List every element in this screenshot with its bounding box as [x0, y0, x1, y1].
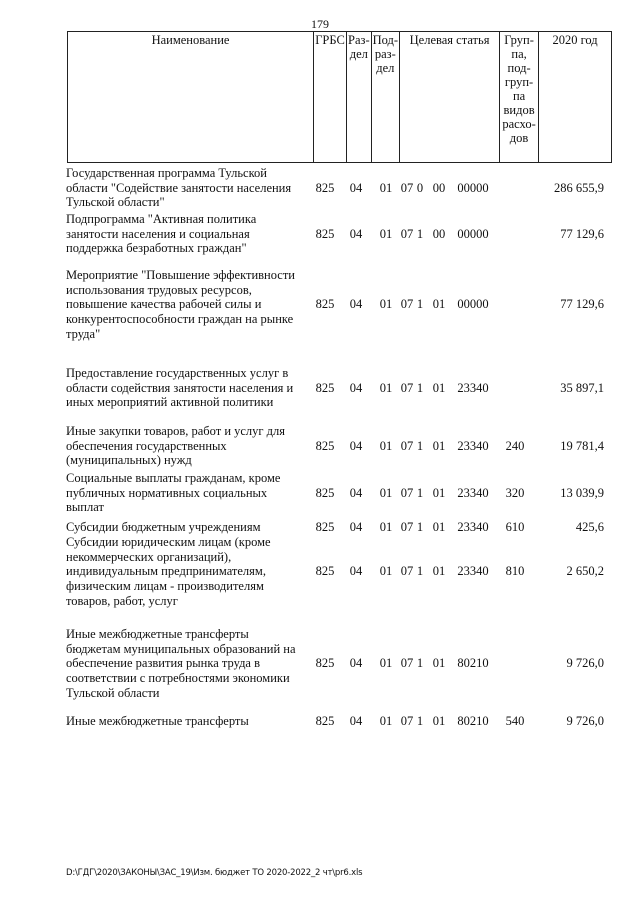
- cell-target-direction: 00000: [457, 226, 489, 241]
- cell-expense-group: 240: [505, 438, 525, 453]
- cell-target-direction: 00000: [457, 297, 489, 312]
- row-name-line: Тульской области: [66, 685, 160, 700]
- row-name: [66, 627, 316, 701]
- cell-amount-2020: 425,6: [575, 520, 604, 534]
- row-name-line: Предоставление государственных услуг в: [66, 366, 289, 380]
- file-path-footer: D:\ГДГ\2020\ЗАКОНЫ\ЗАС_19\Изм. бюджет ТО 2020-2022_2 чт\pr6.xls: [66, 868, 363, 878]
- row-name-line: физическим лицам - производителям: [66, 579, 264, 594]
- row-name: [66, 166, 316, 210]
- row-name: [66, 366, 316, 410]
- cell-target-program: 07: [400, 520, 414, 534]
- row-name-line: Тульской области": [66, 195, 165, 210]
- header-podrazdel: Под- раз- дел: [371, 32, 399, 163]
- cell-grbs: 825: [315, 520, 335, 534]
- cell-target-direction: 23340: [457, 485, 489, 500]
- cell-razdel: 04: [349, 297, 363, 312]
- cell-podrazdel: 01: [379, 520, 393, 534]
- cell-podrazdel: 01: [379, 226, 393, 241]
- row-name: [66, 520, 316, 535]
- header-group: Груп- па, под- груп- па видов расхо- дов: [500, 32, 539, 163]
- cell-amount-2020: 19 781,4: [560, 438, 604, 453]
- cell-grbs: 825: [315, 180, 335, 195]
- row-name: [66, 268, 316, 342]
- row-name-line: выплат: [66, 500, 104, 515]
- cell-target-subprogram: 1: [416, 564, 424, 579]
- cell-grbs: 825: [315, 714, 335, 728]
- cell-target-activity: 01: [432, 485, 446, 500]
- row-name-line: обеспечения государственных: [66, 438, 227, 453]
- cell-target-activity: 01: [432, 656, 446, 671]
- row-name-line: товаров, работ, услуг: [66, 593, 178, 608]
- cell-target-direction: 23340: [457, 520, 489, 534]
- header-razdel: Раз- дел: [347, 32, 372, 163]
- cell-target-subprogram: 1: [416, 520, 424, 534]
- page-number: 179: [311, 17, 329, 31]
- row-name-line: Иные закупки товаров, работ и услуг для: [66, 424, 286, 438]
- row-name-line: поддержка безработных граждан": [66, 241, 247, 256]
- cell-target-direction: 23340: [457, 564, 489, 579]
- cell-podrazdel: 01: [379, 485, 393, 500]
- cell-target-subprogram: 1: [416, 297, 424, 312]
- cell-razdel: 04: [349, 438, 363, 453]
- cell-target-program: 07: [400, 656, 414, 671]
- header-target: Целевая статья: [400, 32, 500, 163]
- cell-grbs: 825: [315, 226, 335, 241]
- cell-target-activity: 01: [432, 438, 446, 453]
- row-name-line: занятости населения и социальная: [66, 226, 250, 241]
- row-name: [66, 424, 316, 468]
- cell-target-program: 07: [400, 485, 414, 500]
- cell-target-subprogram: 1: [416, 714, 424, 728]
- cell-podrazdel: 01: [379, 564, 393, 579]
- cell-target-program: 07: [400, 714, 414, 728]
- cell-amount-2020: 9 726,0: [566, 656, 604, 671]
- row-name-line: публичных нормативных социальных: [66, 485, 268, 500]
- cell-razdel: 04: [349, 226, 363, 241]
- header-name: Наименование: [68, 32, 314, 163]
- cell-target-activity: 01: [432, 520, 446, 534]
- cell-amount-2020: 2 650,2: [566, 564, 604, 579]
- row-name-line: Мероприятие "Повышение эффективности: [66, 268, 295, 282]
- row-name-line: Подпрограмма "Активная политика: [66, 212, 257, 226]
- cell-razdel: 04: [349, 564, 363, 579]
- cell-razdel: 04: [349, 180, 363, 195]
- cell-podrazdel: 01: [379, 438, 393, 453]
- cell-grbs: 825: [315, 438, 335, 453]
- row-name: [66, 714, 316, 729]
- cell-razdel: 04: [349, 485, 363, 500]
- cell-expense-group: 810: [505, 564, 525, 579]
- cell-podrazdel: 01: [379, 656, 393, 671]
- row-name-line: области "Содействие занятости населения: [66, 180, 292, 195]
- cell-target-activity: 01: [432, 564, 446, 579]
- row-name: [66, 471, 316, 515]
- cell-grbs: 825: [315, 485, 335, 500]
- cell-target-subprogram: 1: [416, 656, 424, 671]
- row-name-line: повышение качества рабочей силы и: [66, 297, 262, 312]
- row-name-line: труда": [66, 326, 101, 341]
- cell-target-subprogram: 0: [416, 180, 424, 195]
- cell-target-activity: 01: [432, 297, 446, 312]
- cell-expense-group: 610: [505, 520, 525, 534]
- row-name-line: Субсидии юридическим лицам (кроме: [66, 535, 271, 549]
- cell-target-activity: 00: [432, 226, 446, 241]
- cell-grbs: 825: [315, 380, 335, 395]
- cell-amount-2020: 286 655,9: [554, 180, 604, 195]
- cell-grbs: 825: [315, 656, 335, 671]
- cell-podrazdel: 01: [379, 714, 393, 728]
- cell-amount-2020: 77 129,6: [560, 297, 604, 312]
- row-name-line: иных мероприятий активной политики: [66, 395, 274, 410]
- cell-amount-2020: 9 726,0: [566, 714, 604, 728]
- row-name-line: бюджетам муниципальных образований на: [66, 641, 296, 656]
- row-name-line: использования трудовых ресурсов,: [66, 282, 252, 297]
- cell-razdel: 04: [349, 656, 363, 671]
- cell-target-activity: 01: [432, 714, 446, 728]
- cell-razdel: 04: [349, 714, 363, 728]
- row-name-line: Иные межбюджетные трансферты: [66, 714, 249, 728]
- cell-target-subprogram: 1: [416, 485, 424, 500]
- cell-target-activity: 01: [432, 380, 446, 395]
- cell-amount-2020: 77 129,6: [560, 226, 604, 241]
- cell-target-activity: 00: [432, 180, 446, 195]
- cell-podrazdel: 01: [379, 180, 393, 195]
- header-grbs: ГРБС: [314, 32, 347, 163]
- row-name-line: некоммерческих организаций),: [66, 549, 232, 564]
- cell-razdel: 04: [349, 380, 363, 395]
- row-name-line: (муниципальных) нужд: [66, 453, 192, 468]
- cell-target-direction: 80210: [457, 714, 489, 728]
- row-name-line: области содействия занятости населения и: [66, 380, 294, 395]
- row-name-line: конкурентоспособности граждан на рынке: [66, 312, 294, 327]
- cell-target-program: 07: [400, 226, 414, 241]
- cell-grbs: 825: [315, 297, 335, 312]
- cell-target-subprogram: 1: [416, 438, 424, 453]
- cell-target-direction: 00000: [457, 180, 489, 195]
- cell-razdel: 04: [349, 520, 363, 534]
- cell-grbs: 825: [315, 564, 335, 579]
- cell-expense-group: 320: [505, 485, 525, 500]
- cell-target-direction: 80210: [457, 656, 489, 671]
- cell-target-subprogram: 1: [416, 226, 424, 241]
- row-name-line: соответствии с потребностями экономики: [66, 671, 290, 686]
- row-name-line: Государственная программа Тульской: [66, 166, 267, 180]
- cell-target-program: 07: [400, 380, 414, 395]
- cell-amount-2020: 13 039,9: [560, 485, 604, 500]
- cell-target-subprogram: 1: [416, 380, 424, 395]
- cell-target-program: 07: [400, 180, 414, 195]
- header-year: 2020 год: [539, 32, 612, 163]
- cell-target-program: 07: [400, 564, 414, 579]
- cell-target-direction: 23340: [457, 380, 489, 395]
- row-name-line: Иные межбюджетные трансферты: [66, 627, 249, 641]
- cell-target-program: 07: [400, 297, 414, 312]
- cell-podrazdel: 01: [379, 297, 393, 312]
- cell-expense-group: 540: [505, 714, 525, 728]
- cell-amount-2020: 35 897,1: [560, 380, 604, 395]
- row-name-line: Субсидии бюджетным учреждениям: [66, 520, 261, 534]
- row-name-line: Социальные выплаты гражданам, кроме: [66, 471, 281, 485]
- row-name-line: индивидуальным предпринимателям,: [66, 564, 266, 579]
- row-name: [66, 212, 316, 256]
- cell-target-direction: 23340: [457, 438, 489, 453]
- row-name-line: обеспечение развития рынка труда в: [66, 656, 261, 671]
- row-name: [66, 535, 316, 609]
- cell-target-program: 07: [400, 438, 414, 453]
- cell-podrazdel: 01: [379, 380, 393, 395]
